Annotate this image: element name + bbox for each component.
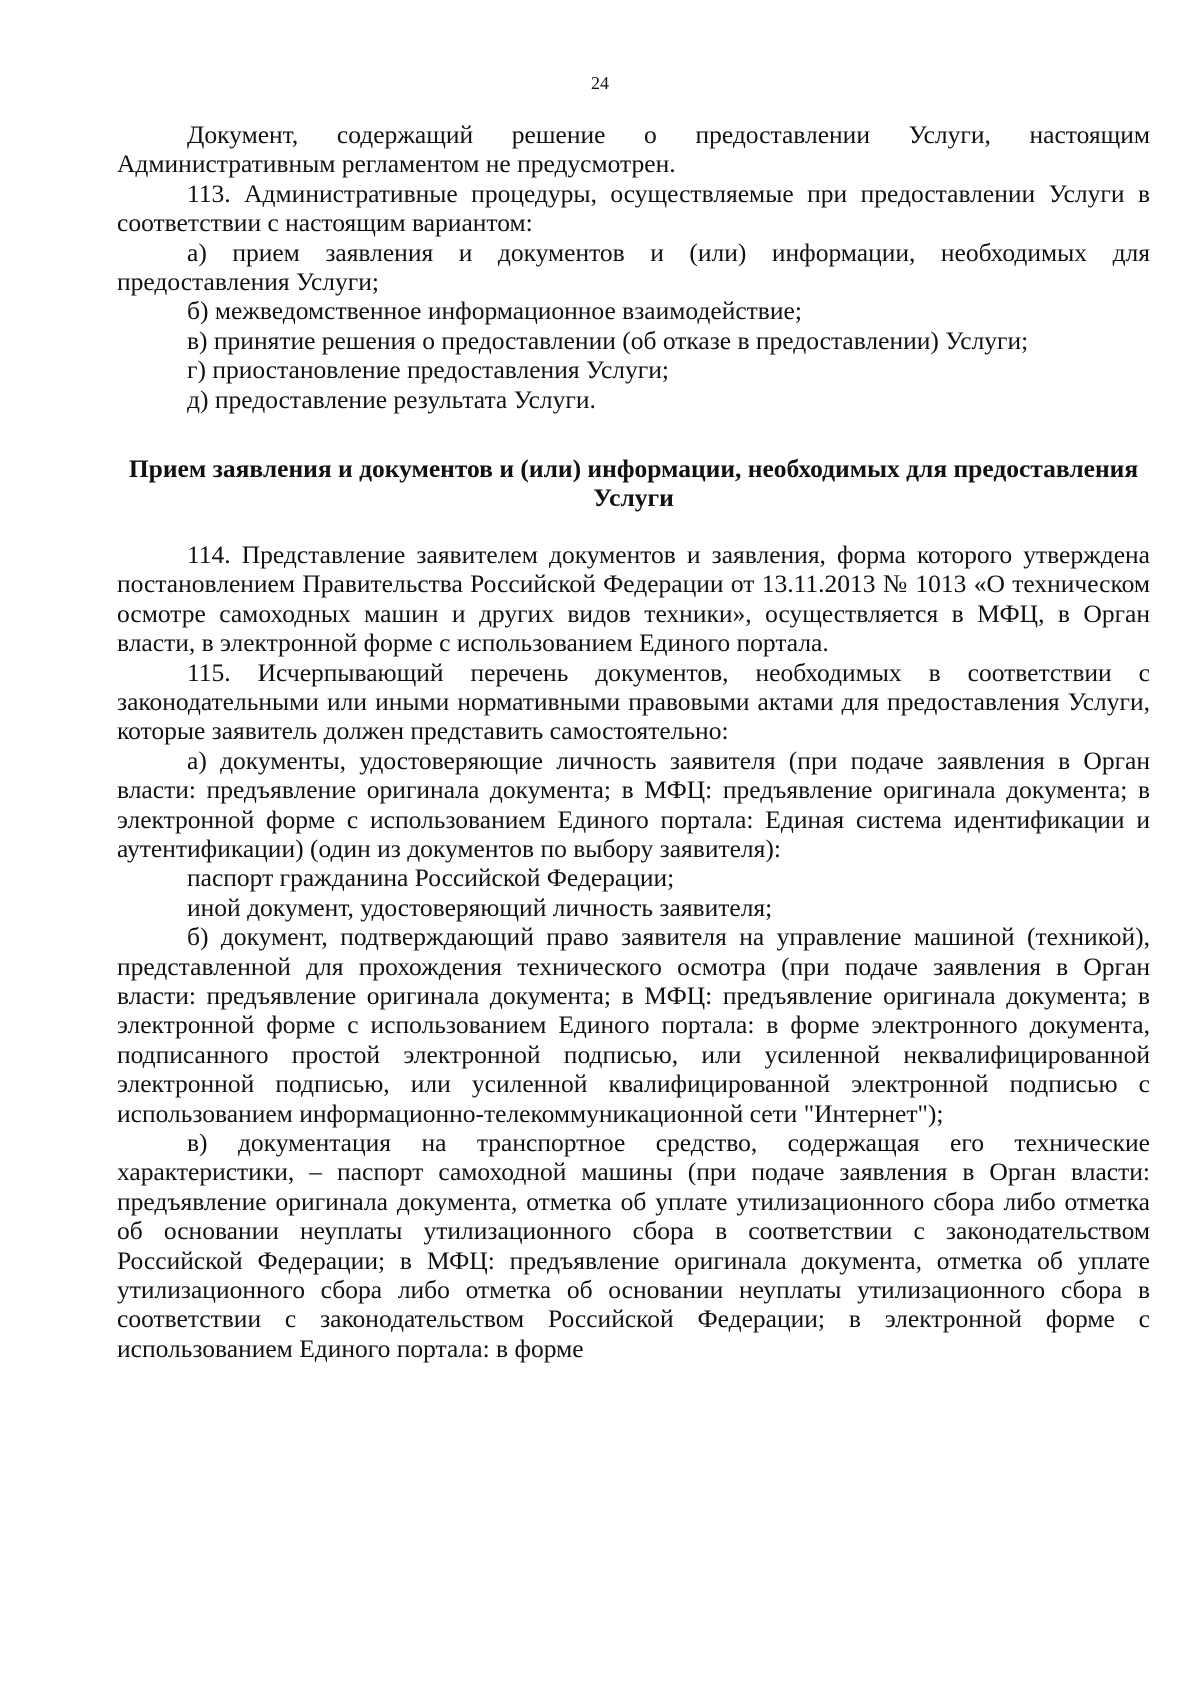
paragraph-115: 115. Исчерпывающий перечень документов, необходимых в соответствии с законодательными или иными нормативными правовыми актами для предоставления Услуги, которые заявитель должен представить самостоятельно: xyxy=(117,657,1150,746)
list-item-v: в) принятие решения о предоставлении (об отказе в предоставлении) Услуги; xyxy=(187,325,1029,355)
page-number: 24 xyxy=(591,73,609,93)
paragraph-115-a: а) документы, удостоверяющие личность заявителя (при подаче заявления в Орган власти: предъявление оригинала документа; в МФЦ: предъявление оригинала документа; в электронной форме с использованием Единого портала: Единая система идентификации и аутентификации) (один из документов по выбору заявителя): xyxy=(117,745,1150,863)
paragraph-114: 114. Представление заявителем документов и заявления, форма которого утверждена постановлением Правительства Российской Федерации от 13.11.2013 № 1013 «О техническом осмотре самоходных машин и других видов техники», осуществляется в МФЦ, в Орган власти, в электронной форме с использованием Единого портала. xyxy=(117,539,1150,658)
list-item-d: д) предоставление результата Услуги. xyxy=(187,384,596,414)
paragraph-113: 113. Административные процедуры, осуществляемые при предоставлении Услуги в соответствии с настоящим вариантом: xyxy=(117,178,1150,238)
paragraph-other-id: иной документ, удостоверяющий личность заявителя; xyxy=(187,892,773,922)
list-item-b: б) межведомственное информационное взаимодействие; xyxy=(187,296,802,326)
paragraph-115-v: в) документация на транспортное средство, содержащая его технические характеристики, – паспорт самоходной машины (при подаче заявления в Орган власти: предъявление оригинала документа, отметка об уплате утилизационного сбора либо отметка об основании неуплаты утилизационного сбора в соответствии с законодательством Российской Федерации; в МФЦ: предъявление оригинала документа, отметка об уплате утилизационного сбора либо отметка об основании неуплаты утилизационного сбора в соответствии с законодательством Российской Федерации; в электронной форме с использованием Единого портала: в форме xyxy=(117,1128,1150,1363)
paragraph-passport: паспорт гражданина Российской Федерации; xyxy=(187,863,675,893)
paragraph-intro: Документ, содержащий решение о предоставлении Услуги, настоящим Административным регламентом не предусмотрен. xyxy=(117,120,1150,179)
paragraph-115-b: б) документ, подтверждающий право заявителя на управление машиной (техникой), представленной для прохождения технического осмотра (при подаче заявления в Орган власти: предъявление оригинала документа; в МФЦ: предъявление оригинала документа; в электронной форме с использованием Единого портала: в форме электронного документа, подписанного простой электронной подписью, или усиленной неквалифицированной электронной подписью, или усиленной квалифицированной электронной подписью с использованием информационно-телекоммуникационной сети "Интернет"); xyxy=(117,922,1150,1128)
section-heading: Прием заявления и документов и (или) информации, необходимых для предоставления Услуги xyxy=(128,454,1139,513)
page-body xyxy=(117,120,1150,1363)
list-item-a: а) прием заявления и документов и (или) информации, необходимых для предоставления Услуги; xyxy=(117,237,1150,297)
list-item-g: г) приостановление предоставления Услуги; xyxy=(187,355,669,385)
